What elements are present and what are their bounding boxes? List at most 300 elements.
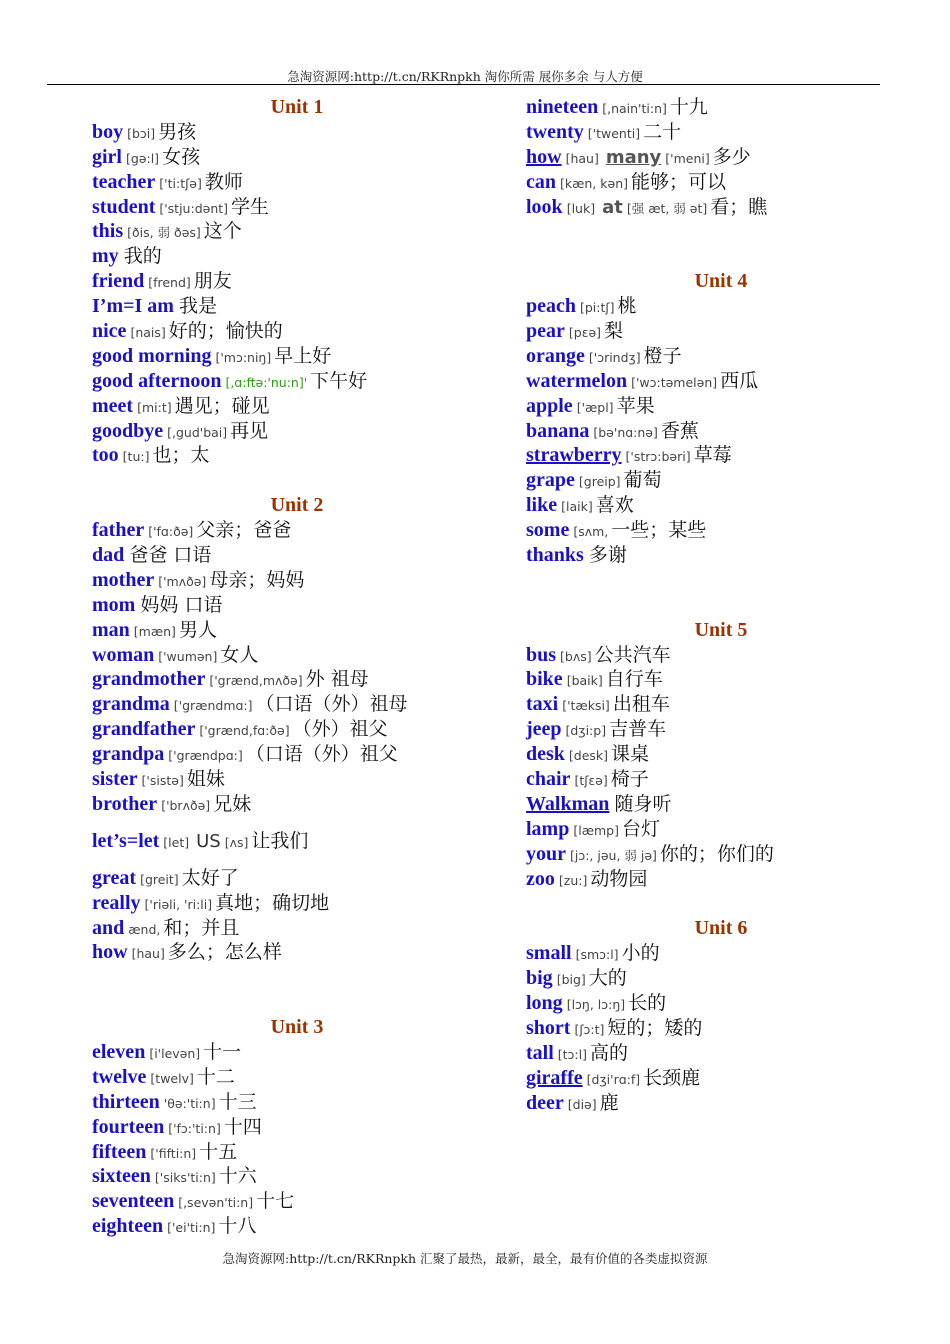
vocab-phonetic: [greip]	[578, 474, 621, 490]
vocab-word: orange	[526, 344, 585, 367]
vocab-meaning: 二十	[643, 120, 682, 143]
vocab-entry	[526, 344, 916, 369]
vocab-word: I’m=I am	[92, 295, 174, 318]
vocab-word: goodbye	[92, 419, 164, 442]
vocab-phonetic: [bʌs]	[560, 648, 592, 664]
vocab-phonetic: [强 æt, 弱 ət]	[626, 200, 708, 216]
vocab-word: giraffe	[526, 1066, 583, 1089]
spacer	[526, 244, 916, 269]
vocab-entry	[92, 643, 502, 668]
vocab-phonetic: [pɛə]	[568, 325, 602, 341]
vocab-entry	[92, 667, 502, 692]
vocab-word: Walkman	[526, 792, 610, 815]
vocab-entry	[92, 618, 502, 643]
vocab-entry	[92, 593, 502, 618]
vocab-meaning: 长颈鹿	[643, 1066, 701, 1089]
vocab-entry	[526, 543, 916, 568]
vocab-meaning: 姐妹	[186, 768, 225, 791]
vocab-meaning: 母亲；妈妈	[209, 568, 305, 591]
vocab-entry	[526, 1091, 916, 1116]
vocab-phonetic: [,gud'bai]	[167, 424, 228, 440]
vocab-phonetic: [hau]	[565, 150, 599, 166]
vocab-word: taxi	[526, 693, 559, 716]
vocab-entry	[92, 1115, 502, 1140]
vocab-word: long	[526, 992, 563, 1015]
vocab-meaning: （口语（外）祖母	[255, 693, 408, 716]
vocab-entry	[92, 1164, 502, 1189]
vocab-word: fifteen	[92, 1140, 147, 1163]
spacer	[526, 892, 916, 917]
vocab-entry	[92, 344, 502, 369]
vocab-phonetic: [laik]	[561, 499, 593, 515]
vocab-word: bus	[526, 643, 557, 666]
vocab-meaning: 公共汽车	[594, 643, 671, 666]
unit-title: Unit 5	[694, 618, 748, 641]
vocab-phonetic: ['meni]	[665, 150, 710, 166]
vocab-meaning: 多谢	[588, 544, 627, 567]
vocab-meaning: 和；并且	[163, 916, 240, 939]
vocab-word: watermelon	[526, 369, 628, 392]
vocab-meaning: 爸爸 口语	[129, 544, 212, 567]
vocab-phonetic: [,nain'ti:n]	[602, 101, 667, 116]
vocab-phonetic: [pi:tʃ]	[580, 300, 615, 316]
vocab-phonetic: ['ɔrindʒ]	[588, 349, 641, 365]
vocab-phonetic: ['sistə]	[141, 773, 184, 789]
vocab-entry	[92, 1090, 502, 1115]
vocab-phonetic: [,sevən'ti:n]	[178, 1195, 254, 1211]
vocab-phonetic: [twelv]	[150, 1070, 194, 1086]
vocab-meaning: 十九	[669, 96, 708, 118]
vocab-entry	[92, 891, 502, 916]
vocab-word: this	[92, 220, 124, 243]
vocab-phonetic: ['twenti]	[587, 125, 641, 141]
vocab-entry	[92, 829, 502, 854]
vocab-meaning: 十一	[203, 1040, 242, 1063]
vocab-meaning: 妈妈 口语	[140, 593, 223, 616]
vocab-meaning: 好的；愉快的	[168, 320, 283, 343]
vocab-phonetic: [baik]	[566, 673, 603, 689]
vocab-meaning: 早上好	[274, 344, 332, 367]
vocab-entry	[92, 294, 502, 319]
vocab-meaning: 香蕉	[660, 419, 699, 442]
unit2-list	[92, 518, 502, 817]
vocab-word: seventeen	[92, 1190, 175, 1213]
vocab-phonetic: ['brʌðə]	[161, 797, 211, 813]
vocab-word: at	[602, 196, 623, 218]
vocab-word: boy	[92, 120, 124, 143]
vocab-word: many	[605, 146, 662, 168]
vocab-word: mother	[92, 568, 155, 591]
vocab-meaning: 女孩	[162, 145, 201, 168]
vocab-entry	[92, 692, 502, 717]
vocab-word: zoo	[526, 867, 555, 890]
vocab-word: banana	[526, 419, 590, 442]
vocab-entry	[92, 792, 502, 817]
vocab-meaning: 你的；你们的	[659, 842, 774, 865]
vocab-word: fourteen	[92, 1115, 165, 1138]
vocab-entry	[526, 319, 916, 344]
vocab-phonetic: [smɔ:l]	[575, 947, 619, 963]
vocab-word: student	[92, 195, 156, 218]
vocab-meaning: 男人	[178, 618, 217, 641]
vocab-meaning: 女人	[220, 643, 259, 666]
vocab-word: tall	[526, 1041, 554, 1064]
vocab-word: too	[92, 444, 119, 467]
vocab-entry	[526, 369, 916, 394]
vocab-phonetic: ['mɔ:niŋ]	[215, 349, 272, 365]
vocab-phonetic: [sʌm,	[573, 524, 609, 540]
vocab-phonetic: [kæn, kən]	[560, 175, 628, 191]
vocab-meaning: 男孩	[158, 120, 197, 143]
vocab-word: some	[526, 519, 570, 542]
vocab-phonetic: [nais]	[130, 325, 166, 341]
vocab-word: thirteen	[92, 1090, 160, 1113]
vocab-phonetic: [tu:]	[122, 449, 150, 465]
vocab-phonetic: ['strɔ:bəri]	[625, 449, 691, 465]
vocab-meaning: 橙子	[643, 344, 682, 367]
vocab-word: grandfather	[92, 718, 196, 741]
vocab-meaning: 十四	[223, 1115, 262, 1138]
unit3-list-cont	[526, 95, 916, 145]
vocab-word: woman	[92, 643, 155, 666]
vocab-meaning: 鹿	[599, 1091, 619, 1114]
vocab-word: father	[92, 519, 145, 542]
vocab-word: nice	[92, 320, 127, 343]
vocab-meaning: 十三	[218, 1090, 257, 1113]
unit-title: Unit 4	[694, 270, 748, 293]
vocab-meaning: 让我们	[251, 829, 309, 852]
vocab-phonetic: [greit]	[140, 871, 179, 887]
vocab-entry	[92, 120, 502, 145]
vocab-phonetic: [jɔ:, jəu, 弱 jə]	[570, 847, 657, 863]
vocab-phonetic: [ðis, 弱 ðəs]	[127, 225, 201, 241]
spacer	[92, 990, 502, 1015]
page-header: 急淘资源网:http://t.cn/RKRnpkh 淘你所需 展你多余 与人方便	[287, 69, 643, 84]
vocab-entry	[526, 294, 916, 319]
vocab-entry	[92, 866, 502, 891]
vocab-meaning: 这个	[203, 220, 242, 243]
vocab-word: bike	[526, 668, 563, 691]
vocab-entry	[526, 742, 916, 767]
vocab-word: grape	[526, 469, 575, 492]
vocab-phonetic: ['fifti:n]	[150, 1145, 197, 1161]
vocab-word: mom	[92, 593, 136, 616]
vocab-entry	[92, 717, 502, 742]
vocab-meaning: 大的	[588, 967, 627, 990]
vocab-word: eleven	[92, 1040, 146, 1063]
vocab-word: nineteen	[526, 96, 599, 118]
vocab-entry	[92, 1140, 502, 1165]
vocab-meaning: 我是	[179, 295, 218, 318]
vocab-word: and	[92, 916, 125, 939]
vocab-phonetic: [ʌs]	[224, 834, 249, 850]
vocab-word: strawberry	[526, 444, 622, 467]
spacer	[526, 568, 916, 593]
vocab-entry	[526, 95, 916, 120]
vocab-phonetic: [tɔ:l]	[557, 1046, 587, 1062]
vocab-entry	[526, 817, 916, 842]
vocab-word: how	[526, 145, 562, 168]
vocab-word: your	[526, 842, 566, 865]
vocab-word: dad	[92, 544, 125, 567]
vocab-entry	[92, 369, 502, 394]
vocab-phonetic: ['tæksi]	[562, 698, 610, 714]
vocab-entry	[526, 195, 916, 220]
vocab-phonetic: ['mʌðə]	[158, 573, 207, 589]
vocab-word: thanks	[526, 544, 584, 567]
header-rule	[47, 84, 880, 85]
vocab-phonetic: ['ei'ti:n]	[167, 1220, 216, 1236]
vocab-phonetic: ['ti:tʃə]	[159, 175, 202, 191]
vocab-meaning: 多少	[712, 145, 751, 168]
page-footer: 急淘资源网:http://t.cn/RKRnpkh 汇聚了最热，最新，最全，最有价值的各类虚拟资源	[222, 1251, 708, 1266]
vocab-entry	[92, 394, 502, 419]
vocab-entry	[526, 518, 916, 543]
vocab-phonetic: ['stju:dənt]	[159, 200, 229, 216]
vocab-meaning: （外）祖父	[292, 718, 388, 741]
vocab-word: US	[196, 830, 221, 852]
vocab-word: man	[92, 618, 130, 641]
vocab-word: short	[526, 1016, 571, 1039]
vocab-word: jeep	[526, 718, 562, 741]
unit6-list	[526, 941, 916, 1115]
vocab-entry	[92, 244, 502, 269]
spacer	[526, 219, 916, 244]
vocab-word: peach	[526, 295, 576, 318]
vocab-phonetic: [zu:]	[558, 872, 588, 888]
vocab-meaning: 吉普车	[609, 718, 667, 741]
vocab-phonetic: [luk]	[566, 200, 596, 216]
vocab-meaning: 梨	[604, 320, 624, 343]
vocab-entry	[526, 941, 916, 966]
vocab-entry	[526, 1016, 916, 1041]
unit-title: Unit 3	[270, 1016, 324, 1039]
vocab-word: great	[92, 866, 137, 889]
vocab-meaning: 西瓜	[720, 369, 759, 392]
vocab-phonetic: [desk]	[568, 748, 609, 764]
vocab-phonetic: [dʒi:p]	[565, 723, 607, 739]
vocab-meaning: 高的	[590, 1041, 629, 1064]
vocab-word: pear	[526, 320, 565, 343]
vocab-word: eighteen	[92, 1215, 164, 1238]
vocab-entry	[526, 867, 916, 892]
vocab-entry	[92, 319, 502, 344]
spacer	[92, 854, 502, 866]
vocab-phonetic: [big]	[556, 972, 586, 988]
vocab-phonetic: [bɔi]	[127, 125, 156, 141]
vocab-entry	[526, 419, 916, 444]
vocab-entry	[526, 493, 916, 518]
vocab-phonetic: ['fɑ:ðə]	[148, 524, 194, 540]
vocab-meaning: 朋友	[193, 270, 232, 293]
vocab-entry	[526, 842, 916, 867]
vocab-entry	[92, 742, 502, 767]
vocab-meaning: 苹果	[616, 394, 655, 417]
vocab-word: big	[526, 967, 553, 990]
vocab-word: brother	[92, 792, 158, 815]
vocab-entry	[526, 667, 916, 692]
vocab-word: look	[526, 195, 563, 218]
spacer	[526, 593, 916, 618]
vocab-entry	[526, 394, 916, 419]
vocab-entry	[92, 443, 502, 468]
vocab-phonetic: [mæn]	[133, 623, 176, 639]
vocab-entry	[92, 767, 502, 792]
vocab-phonetic: [diə]	[567, 1096, 597, 1112]
vocab-entry	[526, 792, 916, 817]
vocab-phonetic: ænd,	[128, 921, 161, 937]
vocab-word: my	[92, 245, 119, 268]
vocab-entry	[92, 518, 502, 543]
vocab-entry	[526, 1066, 916, 1091]
vocab-word: teacher	[92, 170, 156, 193]
vocab-entry	[92, 1189, 502, 1214]
vocab-meaning: 长的	[628, 992, 667, 1015]
vocab-meaning: 我的	[123, 245, 162, 268]
spacer	[92, 817, 502, 829]
vocab-phonetic: ['riəli, 'ri:li]	[144, 896, 213, 912]
vocab-meaning: 多么；怎么样	[167, 941, 282, 964]
vocab-word: deer	[526, 1091, 564, 1114]
vocab-meaning: 出租车	[612, 693, 670, 716]
unit4-list	[526, 294, 916, 568]
vocab-meaning: 真地；确切地	[215, 891, 330, 914]
vocab-meaning: 动物园	[590, 867, 648, 890]
vocab-meaning: 下午好	[310, 369, 368, 392]
vocab-word: good afternoon	[92, 369, 222, 392]
vocab-meaning: 一些；某些	[611, 519, 707, 542]
vocab-word: grandmother	[92, 668, 206, 691]
vocab-word: girl	[92, 145, 122, 168]
vocab-entry	[92, 219, 502, 244]
vocab-meaning: 学生	[231, 195, 270, 218]
vocab-phonetic: [i'levən]	[149, 1045, 201, 1061]
spacer	[92, 965, 502, 990]
vocab-entry	[526, 443, 916, 468]
vocab-meaning: 喜欢	[595, 494, 634, 517]
vocab-entry	[526, 120, 916, 145]
vocab-phonetic: [mi:t]	[137, 399, 172, 415]
unit1-list	[92, 120, 502, 468]
vocab-entry	[526, 468, 916, 493]
vocab-phonetic: [tʃɛə]	[574, 773, 608, 789]
unit3-list	[92, 1040, 502, 1239]
vocab-meaning: 能够；可以	[631, 170, 727, 193]
vocab-phonetic: ['wumən]	[158, 648, 218, 664]
vocab-word: sixteen	[92, 1165, 151, 1188]
vocab-word: small	[526, 942, 572, 965]
vocab-word: grandpa	[92, 743, 165, 766]
vocab-word: friend	[92, 270, 145, 293]
vocab-meaning: 草莓	[693, 444, 732, 467]
vocab-meaning: 遇见；碰见	[174, 394, 270, 417]
vocab-phonetic: ['grændmɑ:]	[173, 698, 253, 714]
vocab-entry	[526, 145, 916, 170]
vocab-meaning: 太好了	[181, 866, 239, 889]
vocab-phonetic: [frend]	[148, 275, 191, 291]
vocab-entry	[92, 916, 502, 941]
vocab-entry	[92, 1065, 502, 1090]
vocab-word: really	[92, 891, 141, 914]
vocab-entry	[92, 195, 502, 220]
vocab-entry	[92, 269, 502, 294]
vocab-entry	[526, 170, 916, 195]
vocab-word: can	[526, 170, 556, 193]
vocab-phonetic: [dʒi'rɑ:f]	[586, 1071, 641, 1087]
vocab-phonetic: ['grænd,fɑ:ðə]	[199, 723, 290, 739]
vocab-meaning: 再见	[230, 419, 269, 442]
vocab-entry	[92, 419, 502, 444]
unit5-list	[526, 643, 916, 892]
vocab-phonetic: ['æpl]	[576, 399, 614, 415]
vocab-entry	[526, 966, 916, 991]
vocab-word: apple	[526, 394, 573, 417]
vocab-phonetic: ['grænd,mʌðə]	[209, 673, 303, 689]
vocab-entry	[526, 767, 916, 792]
vocab-entry	[526, 717, 916, 742]
vocab-phonetic: [læmp]	[573, 822, 619, 838]
vocab-phonetic: [ʃɔ:t]	[574, 1021, 605, 1037]
vocab-meaning: 十五	[199, 1140, 238, 1163]
vocab-phonetic: ['wɔ:təmelən]	[631, 374, 718, 390]
vocab-entry	[526, 1041, 916, 1066]
vocab-meaning: 小的	[621, 942, 660, 965]
vocab-entry	[526, 991, 916, 1016]
vocab-word: how	[92, 941, 128, 964]
unit-title: Unit 2	[270, 494, 324, 517]
vocab-word: lamp	[526, 817, 570, 840]
vocab-meaning: 十七	[256, 1190, 295, 1213]
vocab-entry	[92, 145, 502, 170]
vocab-meaning: 课桌	[611, 743, 650, 766]
unit-title: Unit 1	[270, 96, 324, 118]
vocab-meaning: 十八	[218, 1215, 257, 1238]
spacer	[92, 468, 502, 493]
vocab-phonetic: [gə:l]	[126, 150, 160, 166]
vocab-word: let’s=let	[92, 829, 160, 852]
vocab-entry	[92, 940, 502, 965]
vocab-phonetic: [,ɑ:ftə:'nu:n]'	[225, 374, 308, 390]
vocab-meaning: 外 祖母	[305, 668, 369, 691]
vocab-meaning: 兄妹	[213, 792, 252, 815]
vocab-word: sister	[92, 768, 138, 791]
vocab-meaning: 教师	[204, 170, 243, 193]
right-column	[526, 95, 916, 1116]
vocab-meaning: 父亲；爸爸	[196, 519, 292, 542]
vocab-word: meet	[92, 394, 134, 417]
vocab-meaning: 椅子	[610, 768, 649, 791]
unit-title: Unit 6	[694, 917, 748, 940]
vocab-meaning: 桃	[617, 295, 637, 318]
vocab-word: good morning	[92, 344, 212, 367]
vocab-meaning: 十六	[218, 1165, 257, 1188]
left-column	[92, 95, 502, 1239]
vocab-phonetic: ['siks'ti:n]	[154, 1170, 216, 1186]
vocab-meaning: 十二	[196, 1065, 235, 1088]
vocab-entry	[526, 692, 916, 717]
vocab-entry	[92, 170, 502, 195]
vocab-meaning: 葡萄	[623, 469, 662, 492]
vocab-meaning: 短的；矮的	[607, 1016, 703, 1039]
vocab-meaning: （口语（外）祖父	[245, 743, 398, 766]
vocab-word: chair	[526, 768, 571, 791]
vocab-phonetic: [bə'nɑ:nə]	[593, 424, 658, 440]
vocab-phonetic: ['grændpɑ:]	[168, 748, 243, 764]
vocab-meaning: 随身听	[614, 792, 672, 815]
vocab-word: desk	[526, 743, 565, 766]
vocab-entry	[92, 1214, 502, 1239]
vocab-phonetic: ['fɔ:'ti:n]	[168, 1120, 221, 1136]
